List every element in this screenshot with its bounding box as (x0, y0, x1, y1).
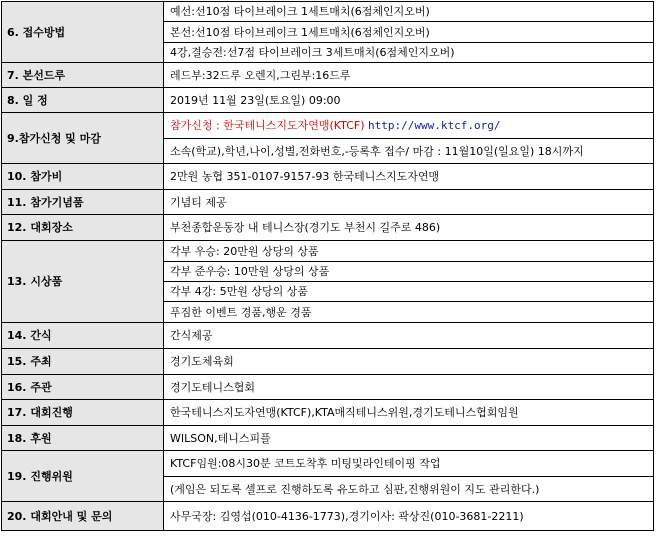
row-label: 19. 진행위원 (2, 451, 164, 502)
row-label: 11. 참가기념품 (2, 190, 164, 215)
row-value: 소속(학교),학년,나이,성별,전화번호,-등록후 접수/ 마감 : 11월10일(일요일) 18시까지 (164, 139, 654, 164)
row-label: 6. 접수방법 (2, 2, 164, 63)
table-row (2, 164, 654, 190)
row-value: 간식제공 (164, 323, 654, 349)
table-row (2, 63, 654, 88)
table-row (2, 400, 654, 426)
table-row (2, 241, 654, 262)
row-value: 본선:선10점 타이브레이크 1세트매치(6점체인지오버) (164, 22, 654, 43)
row-label: 7. 본선드루 (2, 63, 164, 88)
row-value: 부천종합운동장 내 테니스장(경기도 부천시 길주로 486) (164, 215, 654, 241)
row-value: 예선:선10점 타이브레이크 1세트매치(6점체인지오버) (164, 2, 654, 22)
table-row (2, 215, 654, 241)
row-label: 10. 참가비 (2, 164, 164, 190)
row-label: 14. 간식 (2, 323, 164, 349)
row-value: (게임은 되도록 셀프로 진행하도록 유도하고 심판,진행위원이 지도 관리한다.) (164, 477, 654, 502)
row-label: 13. 시상품 (2, 241, 164, 323)
table-row (2, 426, 654, 451)
row-label: 15. 주최 (2, 349, 164, 375)
row-label: 12. 대회장소 (2, 215, 164, 241)
row-value: 푸짐한 이벤트 경품,행운 경품 (164, 302, 654, 323)
table-row (2, 113, 654, 139)
row-value: 각부 우승: 20만원 상당의 상품 (164, 241, 654, 262)
registration-label: 참가신청 : 한국테니스지도자연맹(KTCF) (170, 119, 365, 132)
row-label: 9.참가신청 및 마감 (2, 113, 164, 164)
row-value: WILSON,테니스피플 (164, 426, 654, 451)
row-value (164, 113, 654, 139)
info-table (1, 1, 654, 531)
row-value: 레드부:32드루 오렌지,그린부:16드루 (164, 63, 654, 88)
info-table-body (2, 2, 654, 531)
row-value: KTCF임원:08시30분 코트도착후 미팅및라인테이핑 작업 (164, 451, 654, 477)
row-label: 17. 대회진행 (2, 400, 164, 426)
row-value: 각부 준우승: 10만원 상당의 상품 (164, 262, 654, 282)
row-value: 기념티 제공 (164, 190, 654, 215)
table-row (2, 502, 654, 531)
row-value: 경기도테니스협회 (164, 375, 654, 400)
row-value: 한국테니스지도자연맹(KTCF),KTA매직테니스위원,경기도테니스협회임원 (164, 400, 654, 426)
row-value: 사무국장: 김영섭(010-4136-1773),경기이사: 곽상진(010-3681-2211) (164, 502, 654, 531)
table-row (2, 375, 654, 400)
table-row (2, 88, 654, 113)
row-label: 16. 주관 (2, 375, 164, 400)
row-value: 경기도체육회 (164, 349, 654, 375)
row-value: 각부 4강: 5만원 상당의 상품 (164, 282, 654, 302)
table-row (2, 349, 654, 375)
row-label: 20. 대회안내 및 문의 (2, 502, 164, 531)
table-row (2, 190, 654, 215)
row-label: 8. 일 정 (2, 88, 164, 113)
row-value: 2019년 11월 23일(토요일) 09:00 (164, 88, 654, 113)
table-row (2, 323, 654, 349)
row-value: 2만원 농협 351-0107-9157-93 한국테니스지도자연맹 (164, 164, 654, 190)
table-row (2, 451, 654, 477)
row-value: 4강,결승전:선7점 타이브레이크 3세트매치(6점체인지오버) (164, 43, 654, 63)
table-row (2, 2, 654, 22)
ktcf-website-link[interactable]: http://www.ktcf.org/ (368, 119, 501, 132)
row-label: 18. 후원 (2, 426, 164, 451)
